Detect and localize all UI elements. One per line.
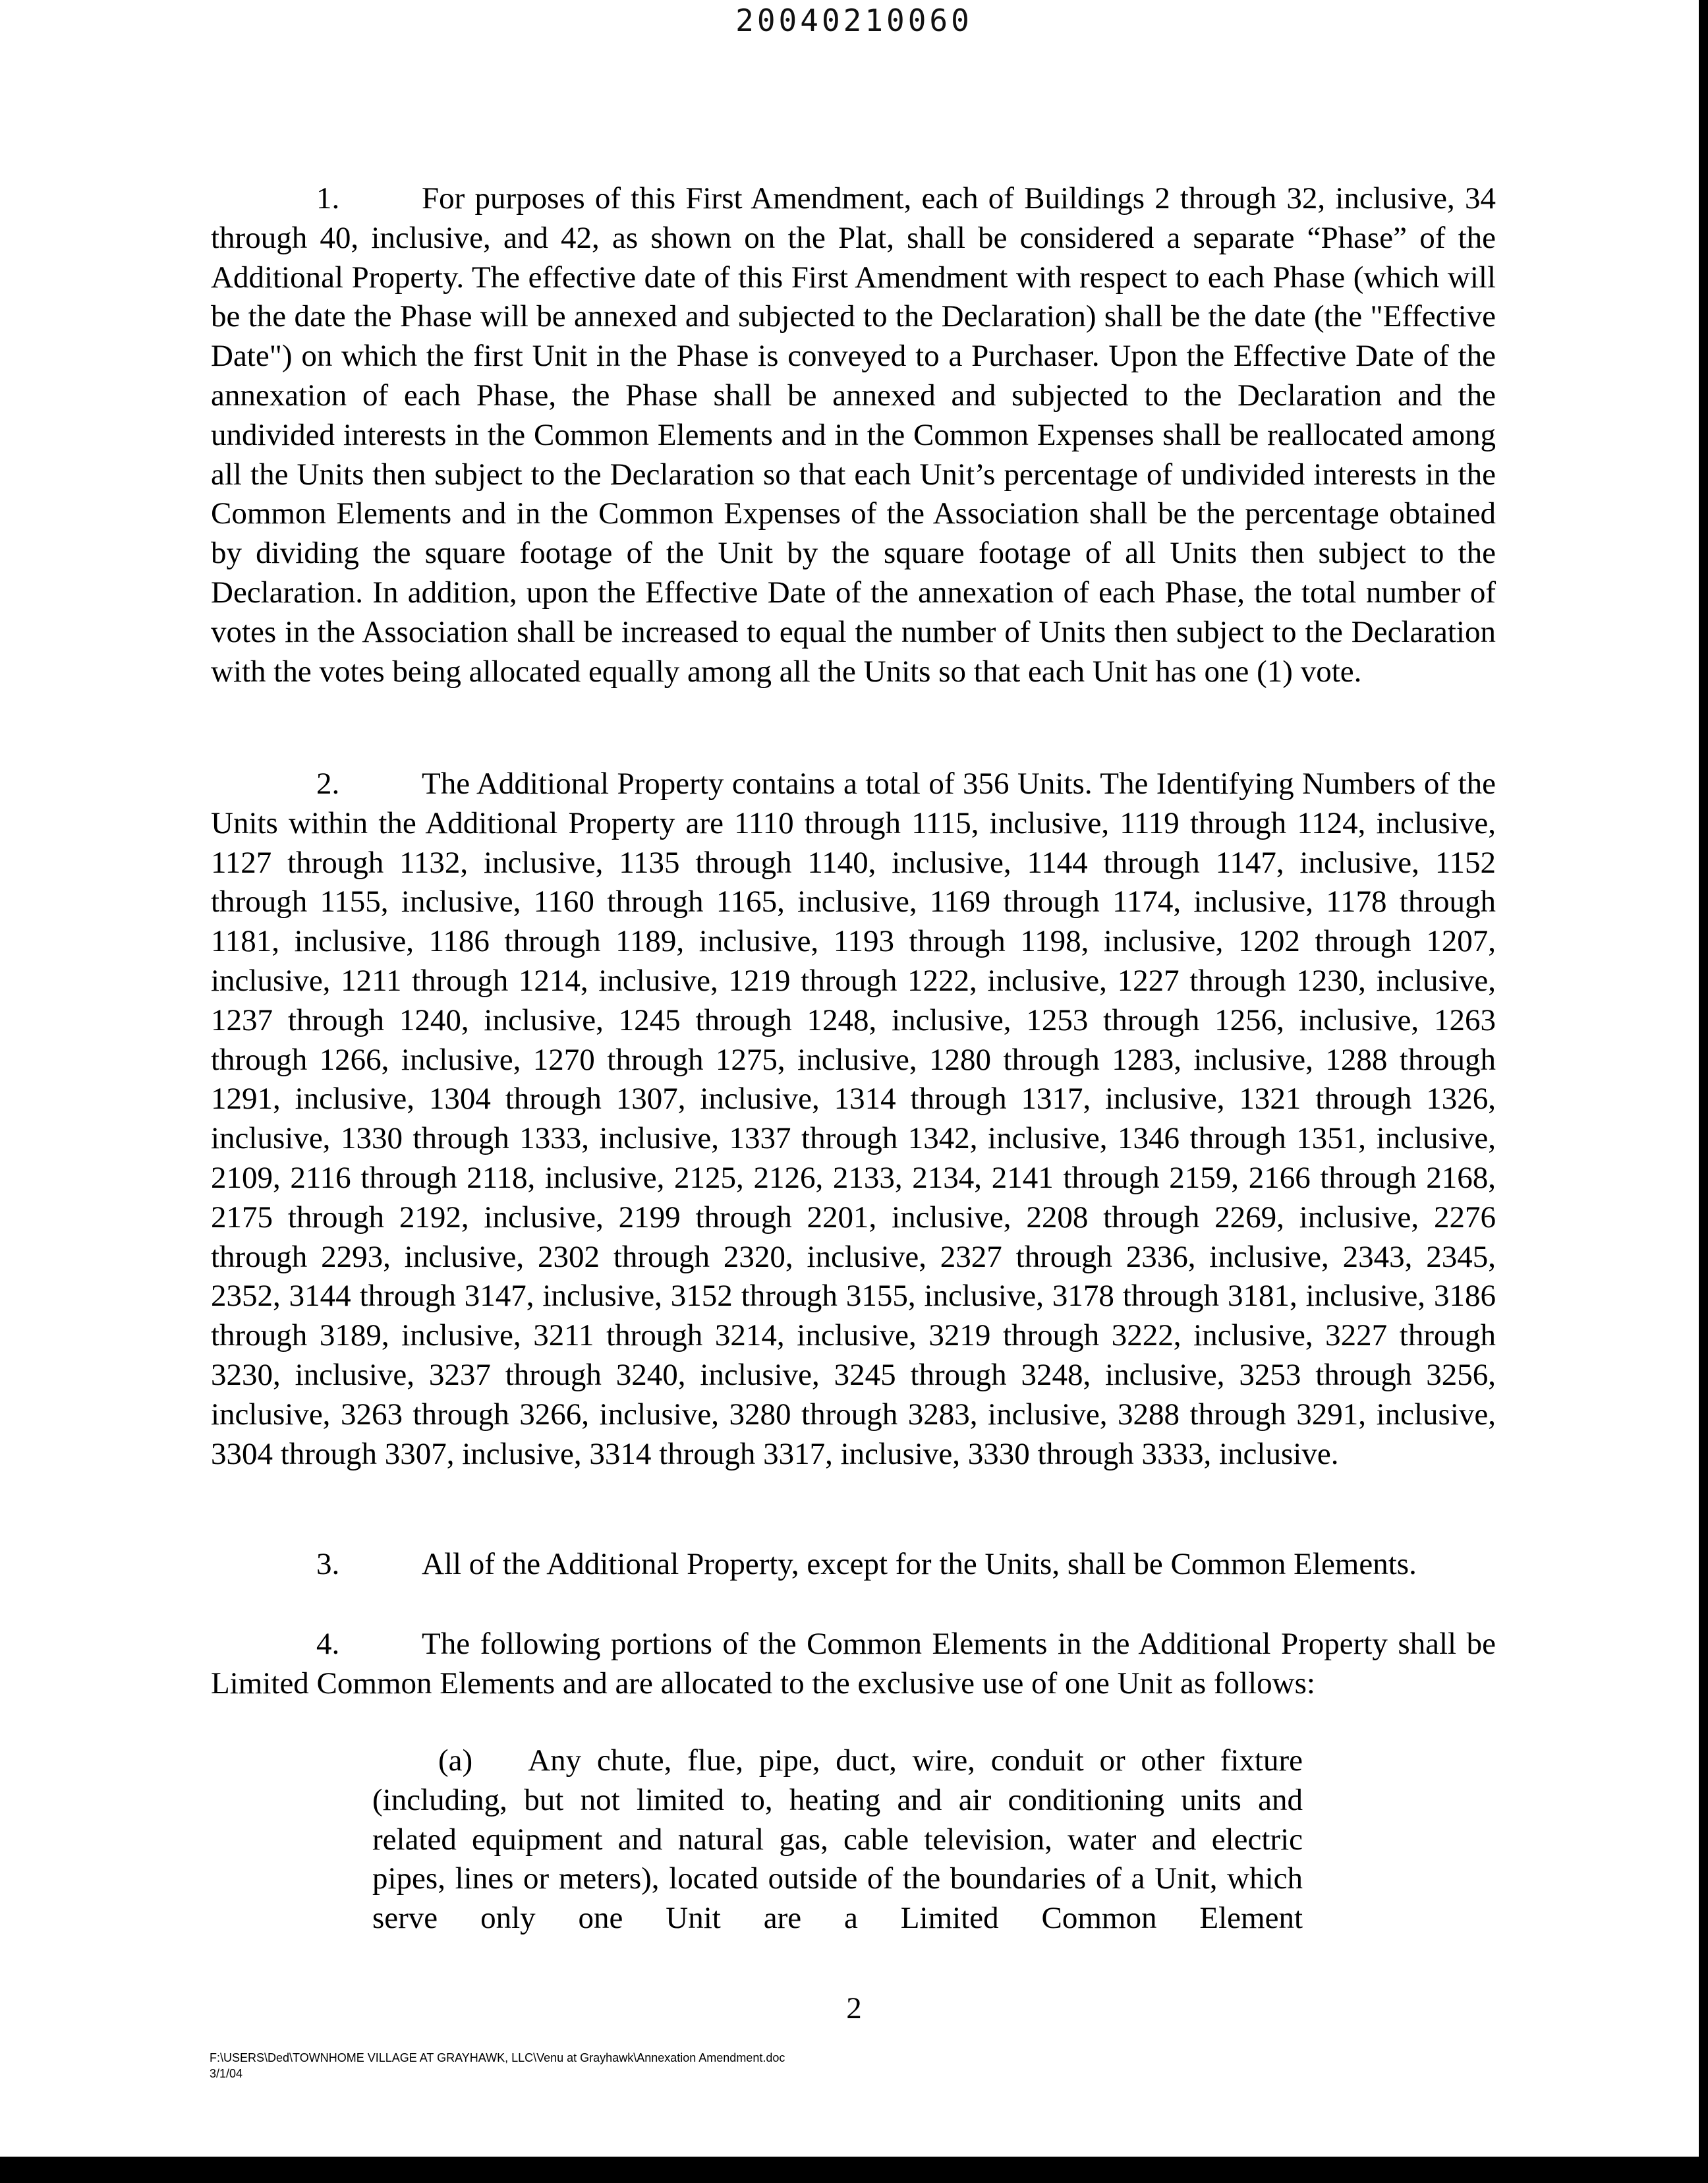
document-footer	[210, 2050, 785, 2081]
subparagraph-a	[372, 1741, 1303, 1938]
paragraph-4: 4. The following portions of the Common Elements in the Additional Property shall be Limited Common Elements and are allocated to the exclusive use of one Unit as follows:	[211, 1627, 1496, 1701]
paragraph-text: The following portions of the Common Elements in the Additional Property shall be Limited Common Elements and are allocated to the exclusive use of one Unit as follows:	[211, 1627, 1496, 1701]
page-number: 2	[846, 1991, 862, 2025]
footer-file-path: F:\USERS\Ded\TOWNHOME VILLAGE AT GRAYHAWK, LLC\Venu at Grayhawk\Annexation Amendment.doc	[210, 2051, 785, 2064]
subparagraph-text: Any chute, flue, pipe, duct, wire, conduit or other fixture (including, but not limited to, heating and air conditioning units and related equipment and natural gas, cable television, water and electric pipes, lines or meters), located outside of the boundaries of a Unit, which serve only one Unit are a Limited Common Element	[372, 1743, 1303, 1936]
paragraph-3: 3. All of the Additional Property, except for the Units, shall be Common Elements.	[316, 1547, 1417, 1581]
paragraph-2: 2. The Additional Property contains a total of 356 Units. The Identifying Numbers of the Units within the Additional Property are 1110 through 1115, inclusive, 1119 through 1124, inclusive, 1127 through 1132, inclusive, 1135 through 1140, inclusive, 1144 through 1147, inclusive, 1152 through 1155, inclusive, 1160 through 1165, inclusive, 1169 through 1174, inclusive, 1178 through 1181, inclusive, 1186 through 1189, inclusive, 1193 through 1198, inclusive, 1202 through 1207, inclusive, 1211 through 1214, inclusive, 1219 through 1222, inclusive, 1227 through 1230, inclusive, 1237 through 1240, inclusive, 1245 through 1248, inclusive, 1253 through 1256, inclusive, 1263 through 1266, inclusive, 1270 through 1275, inclusive, 1280 through 1283, inclusive, 1288 through 1291, inclusive, 1304 through 1307, inclusive, 1314 through 1317, inclusive, 1321 through 1326, inclusive, 1330 through 1333, inclusive, 1337 through 1342, inclusive, 1346 through 1351, inclusive, 2109, 2116 through 2118, inclusive, 2125, 2126, 2133, 2134, 2141 through 2159, 2166 through 2168, 2175 through 2192, inclusive, 2199 through 2201, inclusive, 2208 through 2269, inclusive, 2276 through 2293, inclusive, 2302 through 2320, inclusive, 2327 through 2336, inclusive, 2343, 2345, 2352, 3144 through 3147, inclusive, 3152 through 3155, inclusive, 3178 through 3181, inclusive, 3186 through 3189, inclusive, 3211 through 3214, inclusive, 3219 through 3222, inclusive, 3227 through 3230, inclusive, 3237 through 3240, inclusive, 3245 through 3248, inclusive, 3253 through 3256, inclusive, 3263 through 3266, inclusive, 3280 through 3283, inclusive, 3288 through 3291, inclusive, 3304 through 3307, inclusive, 3314 through 3317, inclusive, 3330 through 3333, inclusive.	[211, 767, 1496, 1471]
paragraph-1: 1. For purposes of this First Amendment, each of Buildings 2 through 32, inclusive, 34 through 40, inclusive, and 42, as shown on the Plat, shall be considered a separate “Phase” of the Additional Property. The effective date of this First Amendment with respect to each Phase (which will be the date the Phase will be annexed and subjected to the Declaration) shall be the date (the "Effective Date") on which the first Unit in the Phase is conveyed to a Purchaser. Upon the Effective Date of the annexation of each Phase, the Phase shall be annexed and subjected to the Declaration and the undivided interests in the Common Elements and in the Common Expenses shall be reallocated among all the Units then subject to the Declaration so that each Unit’s percentage of undivided interests in the Common Elements and in the Common Expenses of the Association shall be the percentage obtained by dividing the square footage of the Unit by the square footage of all Units then subject to the Declaration. In addition, upon the Effective Date of the annexation of each Phase, the total number of votes in the Association shall be increased to equal the number of Units then subject to the Declaration with the votes being allocated equally among all the Units so that each Unit has one (1) vote.	[211, 181, 1496, 689]
recording-number: 20040210060	[735, 3, 973, 38]
scan-border-bottom	[0, 2157, 1708, 2183]
footer-date: 3/1/04	[210, 2067, 243, 2080]
scan-border-right	[1699, 0, 1708, 2183]
paragraph-text: All of the Additional Property, except for the Units, shall be Common Elements.	[422, 1547, 1417, 1581]
subparagraph-label: (a)	[438, 1743, 473, 1778]
paragraph-text: For purposes of this First Amendment, each of Buildings 2 through 32, inclusive, 34 through 40, inclusive, and 42, as shown on the Plat, shall be considered a separate “Phase” of the Additional Property. The effective date of this First Amendment with respect to each Phase (which will be the date the Phase will be annexed and subjected to the Declaration) shall be the date (the "Effective Date") on which the first Unit in the Phase is conveyed to a Purchaser. Upon the Effective Date of the annexation of each Phase, the Phase shall be annexed and subjected to the Declaration and the undivided interests in the Common Elements and in the Common Expenses shall be reallocated among all the Units then subject to the Declaration so that each Unit’s percentage of undivided interests in the Common Elements and in the Common Expenses of the Association shall be the percentage obtained by dividing the square footage of the Unit by the square footage of all Units then subject to the Declaration. In addition, upon the Effective Date of the annexation of each Phase, the total number of votes in the Association shall be increased to equal the number of Units then subject to the Declaration with the votes being allocated equally among all the Units so that each Unit has one (1) vote.	[211, 181, 1496, 689]
paragraph-text: The Additional Property contains a total of 356 Units. The Identifying Numbers of the Units within the Additional Property are 1110 through 1115, inclusive, 1119 through 1124, inclusive, 1127 through 1132, inclusive, 1135 through 1140, inclusive, 1144 through 1147, inclusive, 1152 through 1155, inclusive, 1160 through 1165, inclusive, 1169 through 1174, inclusive, 1178 through 1181, inclusive, 1186 through 1189, inclusive, 1193 through 1198, inclusive, 1202 through 1207, inclusive, 1211 through 1214, inclusive, 1219 through 1222, inclusive, 1227 through 1230, inclusive, 1237 through 1240, inclusive, 1245 through 1248, inclusive, 1253 through 1256, inclusive, 1263 through 1266, inclusive, 1270 through 1275, inclusive, 1280 through 1283, inclusive, 1288 through 1291, inclusive, 1304 through 1307, inclusive, 1314 through 1317, inclusive, 1321 through 1326, inclusive, 1330 through 1333, inclusive, 1337 through 1342, inclusive, 1346 through 1351, inclusive, 2109, 2116 through 2118, inclusive, 2125, 2126, 2133, 2134, 2141 through 2159, 2166 through 2168, 2175 through 2192, inclusive, 2199 through 2201, inclusive, 2208 through 2269, inclusive, 2276 through 2293, inclusive, 2302 through 2320, inclusive, 2327 through 2336, inclusive, 2343, 2345, 2352, 3144 through 3147, inclusive, 3152 through 3155, inclusive, 3178 through 3181, inclusive, 3186 through 3189, inclusive, 3211 through 3214, inclusive, 3219 through 3222, inclusive, 3227 through 3230, inclusive, 3237 through 3240, inclusive, 3245 through 3248, inclusive, 3253 through 3256, inclusive, 3263 through 3266, inclusive, 3280 through 3283, inclusive, 3288 through 3291, inclusive, 3304 through 3307, inclusive, 3314 through 3317, inclusive, 3330 through 3333, inclusive.	[211, 767, 1496, 1471]
